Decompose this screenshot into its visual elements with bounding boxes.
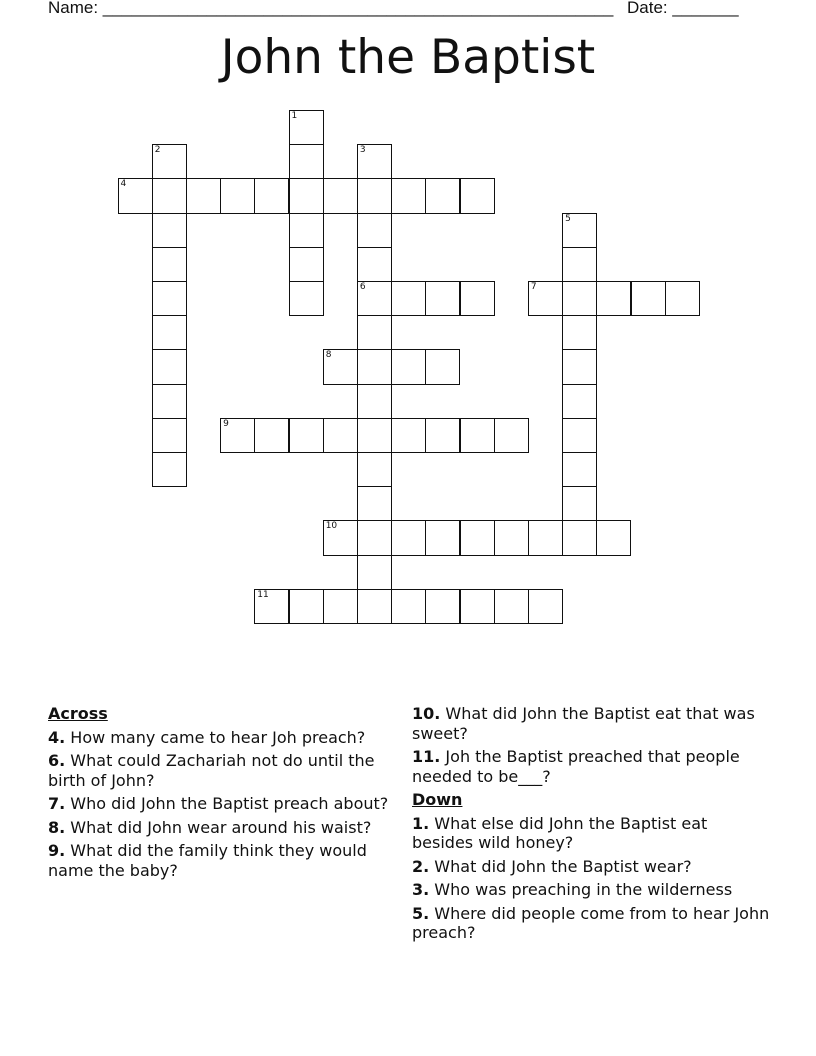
grid-cell[interactable] [357, 418, 392, 453]
grid-cell[interactable] [460, 281, 495, 316]
grid-cell[interactable] [289, 213, 324, 248]
grid-cell[interactable] [289, 281, 324, 316]
grid-cell[interactable] [562, 247, 597, 282]
grid-cell[interactable] [152, 418, 187, 453]
grid-cell[interactable] [528, 520, 563, 555]
grid-cell[interactable] [357, 349, 392, 384]
clue-number: 11. [412, 747, 441, 766]
grid-cell[interactable] [357, 486, 392, 521]
clue-text: What did John the Baptist eat that was sweet? [412, 704, 755, 743]
clue-number: 10. [412, 704, 441, 723]
grid-cell[interactable] [391, 281, 426, 316]
grid-cell[interactable] [425, 281, 460, 316]
grid-cell[interactable] [220, 178, 255, 213]
grid-cell[interactable] [357, 452, 392, 487]
clues-column-right [412, 704, 772, 947]
grid-cell[interactable] [152, 315, 187, 350]
clue-down-2 [412, 857, 772, 877]
clue-number-label: 7 [530, 282, 537, 292]
clue-number-label: 2 [154, 145, 161, 156]
grid-cell[interactable] [562, 520, 597, 555]
grid-cell[interactable] [254, 178, 289, 213]
clue-number: 9. [48, 841, 66, 860]
clue-number: 5. [412, 903, 430, 923]
grid-cell[interactable] [494, 520, 529, 555]
grid-cell[interactable] [460, 520, 495, 555]
clue-down-3 [412, 880, 772, 900]
grid-cell[interactable] [596, 281, 631, 316]
grid-cell[interactable] [323, 349, 358, 384]
clue-text: Who did John the Baptist preach about? [65, 794, 389, 813]
grid-cell[interactable] [152, 213, 187, 248]
clue-down-1 [412, 814, 772, 853]
clue-text: What did the family think they would name the baby? [48, 841, 367, 880]
grid-cell[interactable] [562, 315, 597, 350]
grid-cell[interactable] [528, 589, 563, 624]
clue-number-label: 1 [291, 111, 298, 121]
grid-cell[interactable] [289, 144, 324, 179]
clue-number-label: 4 [120, 179, 127, 190]
grid-cell[interactable] [562, 349, 597, 384]
grid-cell[interactable] [323, 520, 358, 555]
grid-cell[interactable] [152, 281, 187, 316]
grid-cell[interactable] [254, 418, 289, 453]
clue-number-label: 5 [565, 213, 571, 224]
grid-cell[interactable] [562, 384, 597, 419]
grid-cell[interactable] [425, 520, 460, 555]
grid-cell[interactable] [323, 589, 358, 624]
grid-cell[interactable] [289, 110, 324, 145]
clue-number-label: 3 [359, 145, 366, 156]
clue-across-9 [48, 841, 393, 880]
clue-text: What did John wear around his waist? [65, 817, 372, 837]
clue-number-label: 9 [223, 418, 229, 429]
clue-number: 7. [48, 794, 66, 813]
clue-number-label: 6 [359, 282, 366, 292]
across-heading: Across [48, 704, 108, 723]
clue-across-8 [48, 818, 393, 838]
clue-text: Joh the Baptist preached that people needed to be___? [412, 747, 740, 786]
grid-cell[interactable] [391, 178, 426, 213]
name-field[interactable]: Name: ______________________________________________________ [48, 0, 614, 17]
grid-cell[interactable] [494, 418, 529, 453]
grid-cell[interactable] [460, 178, 495, 213]
clues-column-left [48, 704, 393, 884]
grid-cell[interactable] [562, 452, 597, 487]
grid-cell[interactable] [323, 418, 358, 453]
grid-cell[interactable] [562, 486, 597, 521]
clue-number: 2. [412, 856, 430, 876]
grid-cell[interactable] [562, 418, 597, 453]
grid-cell[interactable] [254, 589, 289, 624]
clue-number: 3. [412, 880, 430, 899]
grid-cell[interactable] [357, 555, 392, 590]
grid-cell[interactable] [289, 247, 324, 282]
clue-text: Where did people come from to hear John preach? [412, 903, 770, 942]
grid-cell[interactable] [460, 418, 495, 453]
date-field[interactable]: Date: _______ [627, 0, 739, 17]
grid-cell[interactable] [357, 589, 392, 624]
clue-number: 8. [48, 817, 66, 837]
grid-cell[interactable] [357, 520, 392, 555]
grid-cell[interactable] [152, 384, 187, 419]
grid-cell[interactable] [528, 281, 563, 316]
clue-number: 6. [48, 751, 66, 770]
clue-text: What else did John the Baptist eat besides wild honey? [412, 813, 708, 852]
clue-across-4 [48, 728, 393, 748]
clue-text: How many came to hear Joh preach? [65, 727, 366, 747]
clue-text: What could Zachariah not do until the birth of John? [48, 751, 375, 790]
grid-cell[interactable] [289, 418, 324, 453]
grid-cell[interactable] [220, 418, 255, 453]
grid-cell[interactable] [596, 520, 631, 555]
grid-cell[interactable] [357, 281, 392, 316]
grid-cell[interactable] [357, 384, 392, 419]
grid-cell[interactable] [494, 589, 529, 624]
grid-cell[interactable] [425, 589, 460, 624]
grid-cell[interactable] [391, 418, 426, 453]
clue-number-label: 10 [325, 521, 338, 532]
grid-cell[interactable] [391, 349, 426, 384]
grid-cell[interactable] [289, 589, 324, 624]
grid-cell[interactable] [460, 589, 495, 624]
grid-cell[interactable] [152, 144, 187, 179]
grid-cell[interactable] [562, 213, 597, 248]
grid-cell[interactable] [357, 178, 392, 213]
grid-cell[interactable] [186, 178, 221, 213]
grid-cell[interactable] [152, 452, 187, 487]
grid-cell[interactable] [357, 315, 392, 350]
grid-cell[interactable] [425, 178, 460, 213]
grid-cell[interactable] [357, 247, 392, 282]
clue-number: 1. [412, 813, 430, 833]
clue-across-11 [412, 747, 772, 786]
down-heading: Down [412, 790, 463, 809]
clue-text: What did John the Baptist wear? [429, 856, 692, 876]
grid-cell[interactable] [357, 213, 392, 248]
grid-cell[interactable] [425, 418, 460, 453]
grid-cell[interactable] [425, 349, 460, 384]
grid-cell[interactable] [152, 349, 187, 384]
clue-across-10 [412, 704, 772, 743]
grid-cell[interactable] [118, 178, 153, 213]
clue-number-label: 11 [257, 589, 269, 600]
clue-across-7 [48, 794, 393, 814]
grid-cell[interactable] [665, 281, 700, 316]
grid-cell[interactable] [391, 589, 426, 624]
grid-cell[interactable] [391, 520, 426, 555]
page-title: John the Baptist [220, 30, 596, 85]
grid-cell[interactable] [152, 247, 187, 282]
clue-number: 4. [48, 727, 66, 747]
clue-text: Who was preaching in the wilderness [429, 880, 733, 899]
clue-number-label: 8 [325, 350, 332, 361]
grid-cell[interactable] [289, 178, 324, 213]
clue-across-6 [48, 751, 393, 790]
grid-cell[interactable] [323, 178, 358, 213]
grid-cell[interactable] [562, 281, 597, 316]
grid-cell[interactable] [357, 144, 392, 179]
grid-cell[interactable] [152, 178, 187, 213]
clue-down-5 [412, 904, 772, 943]
grid-cell[interactable] [631, 281, 666, 316]
